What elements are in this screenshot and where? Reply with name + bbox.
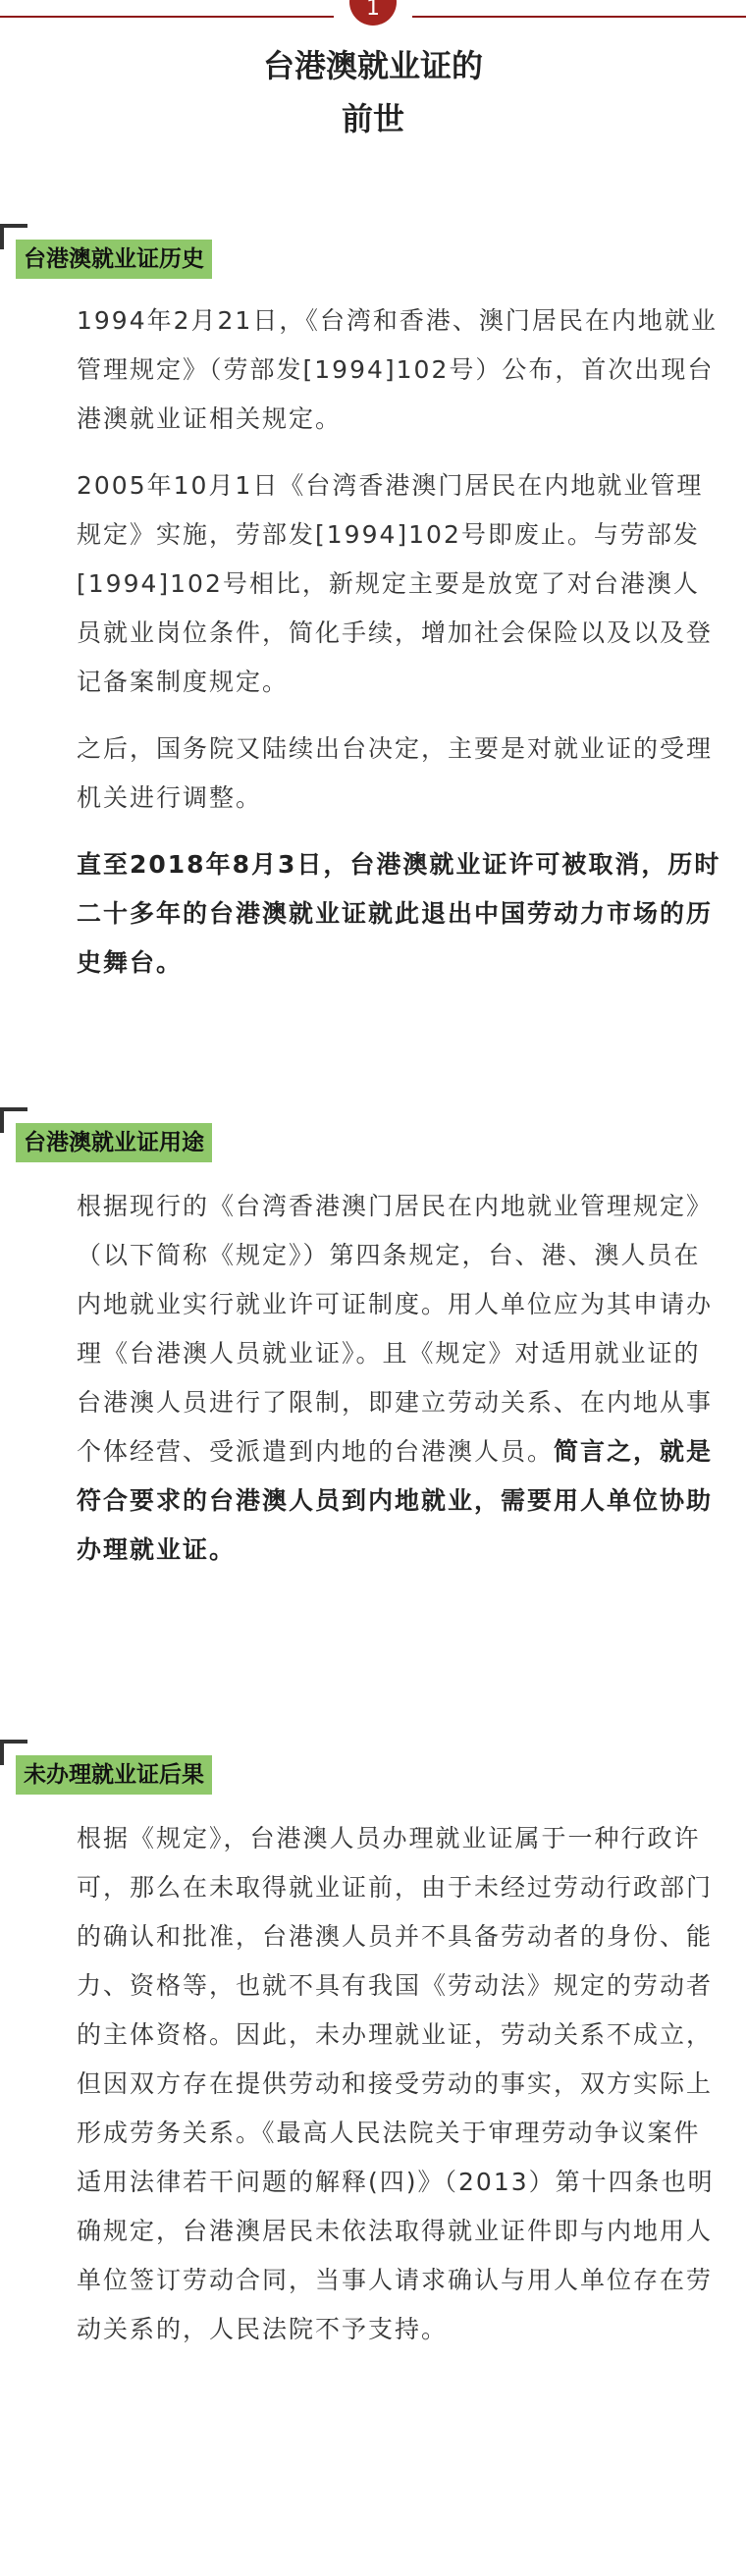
section-heading: 台港澳就业证历史 <box>16 240 212 279</box>
paragraph: 之后，国务院又陆续出台决定，主要是对就业证的受理机关进行调整。 <box>77 734 714 812</box>
paragraph-emphasis: 简言之，就是符合要求的台港澳人员到内地就业，需要用人单位协助办理就业证。 <box>77 1437 714 1564</box>
section-heading: 未办理就业证后果 <box>16 1755 212 1795</box>
section-number-badge: 1 <box>349 0 397 26</box>
section-heading: 台港澳就业证用途 <box>16 1123 212 1162</box>
header-rule-right <box>412 16 746 18</box>
paragraph-text: 根据现行的《台湾香港澳门居民在内地就业管理规定》（以下简称《规定》）第四条规定，台、港、澳人员在内地就业实行就业许可证制度。用人单位应为其申请办理《台港澳人员就业证》。且《规定》对适用就业证的台港澳人员进行了限制，即建立劳动关系、在内地从事个体经营、受派遣到内地的台港澳人员。 <box>77 1192 714 1466</box>
paragraph: 2005年10月1日《台湾香港澳门居民在内地就业管理规定》实施，劳部发[1994]102号即废止。与劳部发[1994]102号相比，新规定主要是放宽了对台港澳人员就业岗位条件，简化手续，增加社会保险以及以及登记备案制度规定。 <box>77 471 714 696</box>
paragraph <box>77 1182 724 1575</box>
page-title <box>0 39 746 145</box>
paragraph-emphasis: 直至2018年8月3日，台港澳就业证许可被取消，历时二十多年的台港澳就业证就此退出中国劳动力市场的历史舞台。 <box>77 850 721 977</box>
paragraph: 根据《规定》，台港澳人员办理就业证属于一种行政许可，那么在未取得就业证前，由于未经过劳动行政部门的确认和批准，台港澳人员并不具备劳动者的身份、能力、资格等，也就不具有我国《劳动法》规定的劳动者的主体资格。因此，未办理就业证，劳动关系不成立，但因双方存在提供劳动和接受劳动的事实，双方实际上形成劳务关系。《最高人民法院关于审理劳动争议案件适用法律若干问题的解释(四)》（2013）第十四条也明确规定，台港澳居民未依法取得就业证件即与内地用人单位签订劳动合同，当事人请求确认与用人单位存在劳动关系的，人民法院不予支持。 <box>77 1824 715 2343</box>
paragraph: 1994年2月21日，《台湾和香港、澳门居民在内地就业管理规定》（劳部发[1994]102号）公布，首次出现台港澳就业证相关规定。 <box>77 306 718 433</box>
section-body <box>77 1182 724 1592</box>
section-body <box>77 1814 724 2372</box>
page-title-line-2: 前世 <box>341 100 404 137</box>
section-body <box>77 296 724 1005</box>
page-title-line-1: 台港澳就业证的 <box>262 47 483 84</box>
header-rule-left <box>0 16 334 18</box>
